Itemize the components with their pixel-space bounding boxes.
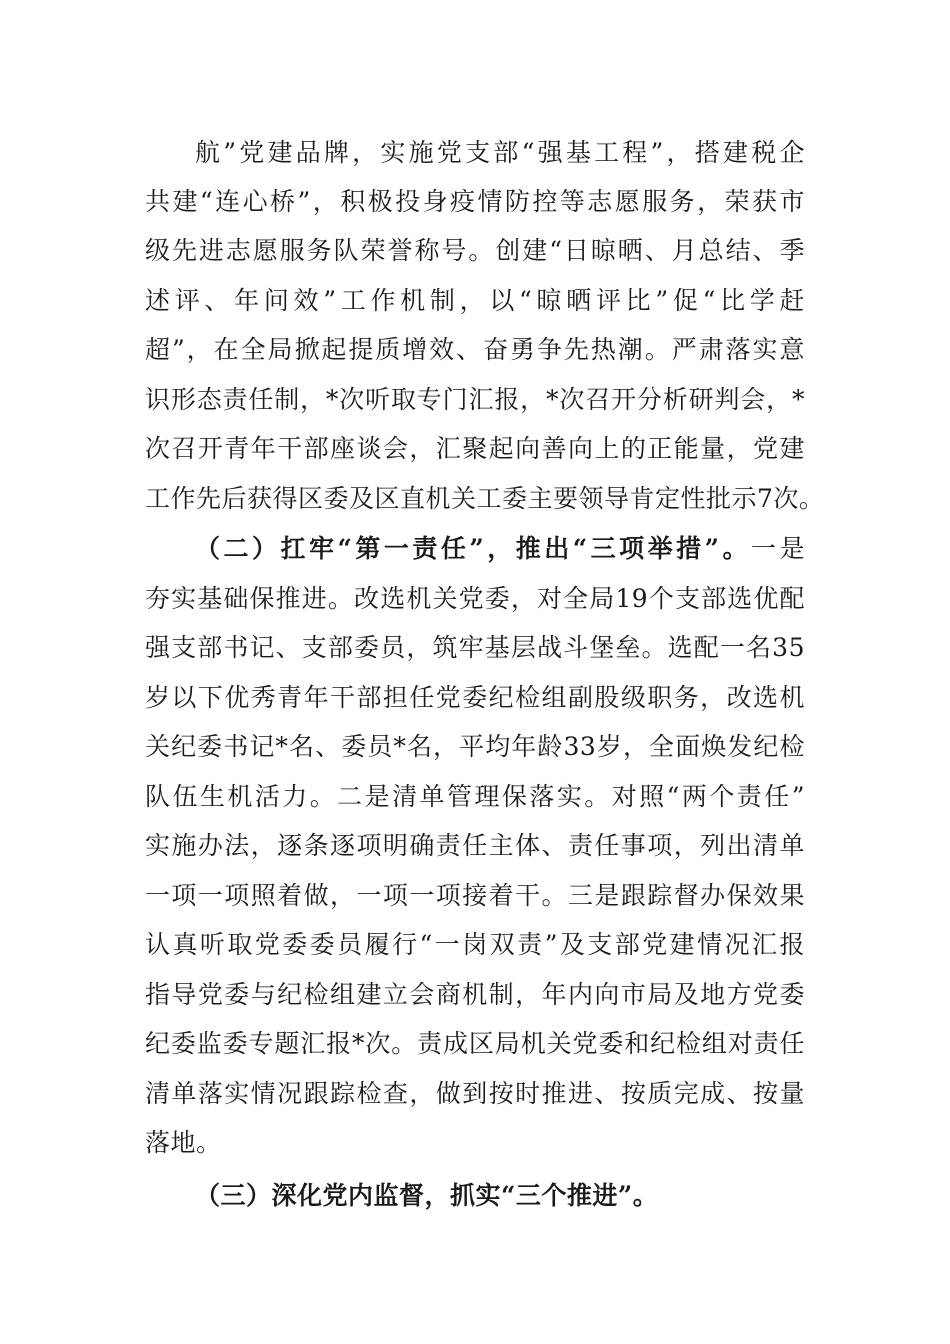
paragraph-line: 指导党委与纪检组建立会商机制，年内向市局及地方党委 [145, 980, 805, 1009]
paragraph-line: 识形态责任制，*次听取专门汇报，*次召开分析研判会，* [145, 385, 805, 414]
section-heading: （二）扛牢“第一责任”，推出“三项举措”。 [195, 534, 751, 563]
paragraph-line: 夯实基础保推进。改选机关党委，对全局19个支部选优配 [145, 584, 805, 613]
paragraph-line: 航”党建品牌，实施党支部“强基工程”，搭建税企 [195, 138, 805, 167]
paragraph-line: 关纪委书记*名、委员*名，平均年龄33岁，全面焕发纪检 [145, 732, 805, 761]
paragraph-line: 队伍生机活力。二是清单管理保落实。对照“两个责任” [145, 782, 805, 811]
paragraph-line: 清单落实情况跟踪检查，做到按时推进、按质完成、按量 [145, 1079, 805, 1108]
paragraph-line: 岁以下优秀青年干部担任党委纪检组副股级职务，改选机 [145, 683, 805, 712]
paragraph-line: 述评、年问效”工作机制，以“晾晒评比”促“比学赶 [145, 286, 805, 315]
paragraph-line: 一项一项照着做，一项一项接着干。三是跟踪督办保效果 [145, 881, 805, 910]
paragraph-line: 级先进志愿服务队荣誉称号。创建“日晾晒、月总结、季 [145, 236, 805, 265]
paragraph-line: 落地。 [145, 1128, 222, 1157]
paragraph-line: 共建“连心桥”，积极投身疫情防控等志愿服务，荣获市 [145, 187, 805, 216]
paragraph-line: 工作先后获得区委及区直机关工委主要领导肯定性批示7次。 [145, 484, 825, 513]
section-heading: （三）深化党内监督，抓实“三个推进”。 [195, 1181, 659, 1210]
heading-continuation: 一是 [750, 534, 805, 563]
paragraph-line: 超”，在全局掀起提质增效、奋勇争先热潮。严肃落实意 [145, 335, 805, 364]
paragraph-line: 认真听取党委委员履行“一岗双责”及支部党建情况汇报 [145, 930, 805, 959]
paragraph-line: 次召开青年干部座谈会，汇聚起向善向上的正能量，党建 [145, 434, 805, 463]
paragraph-line: 强支部书记、支部委员，筑牢基层战斗堡垒。选配一名35 [145, 633, 805, 662]
paragraph-line: 纪委监委专题汇报*次。责成区局机关党委和纪检组对责任 [145, 1029, 805, 1058]
section-heading-line [195, 524, 805, 574]
paragraph-line: 实施办法，逐条逐项明确责任主体、责任事项，列出清单 [145, 831, 805, 860]
